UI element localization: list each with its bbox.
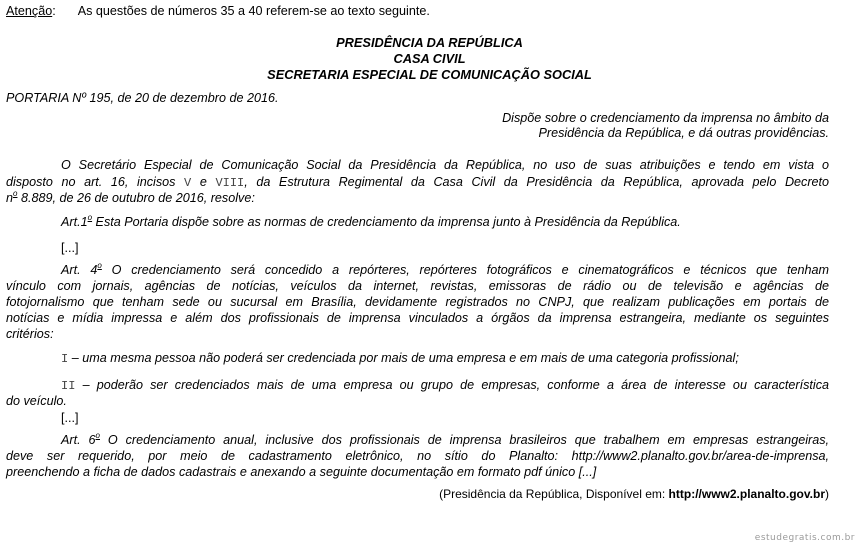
- attention-colon: :: [52, 4, 56, 18]
- article-6-line-3: preenchendo a ficha de dados cadastrais e anexando a seguinte documentação em formato pdf único [...]: [6, 465, 597, 479]
- article-4-line-4: notícias e mídia impressa e além dos profissionais de imprensa vinculados a órgãos da imprensa estrangeira, mediante os seguintes: [6, 311, 829, 325]
- roman-ii: II: [61, 379, 76, 393]
- article-4-text: O credenciamento será concedido a repórteres, repórteres fotográficos e cinematográficos e técnicos que tenham: [101, 263, 829, 277]
- inciso-2-line-1: [61, 378, 829, 394]
- article-4-line-3: fotojornalismo que tenham sede ou sucursal em Brasília, devidamente registrados no CNPJ, que realizam publicações em portais de: [6, 295, 829, 309]
- inciso-1: [61, 351, 739, 367]
- article-1-ordinal: o: [87, 212, 93, 222]
- preamble-n: n: [6, 191, 14, 205]
- article-1-label: Art.1: [61, 215, 88, 229]
- header-casa-civil: CASA CIVIL: [393, 51, 466, 66]
- inciso-2-text: – poderão ser credenciados mais de uma empresa ou grupo de empresas, conforme a área de interesse ou característica: [75, 378, 829, 392]
- article-6-line-1: [61, 430, 829, 448]
- ementa-line-1: Dispõe sobre o credenciamento da imprensa no âmbito da: [502, 111, 829, 125]
- article-4-ordinal: o: [97, 260, 102, 270]
- article-6-label: Art. 6: [61, 433, 96, 447]
- article-4-label: Art. 4: [61, 263, 98, 277]
- article-6-ordinal: o: [95, 430, 100, 440]
- preamble-line-2: [6, 175, 829, 191]
- ellipsis-2: [...]: [61, 411, 79, 425]
- article-1: [61, 212, 681, 230]
- inciso-1-text: – uma mesma pessoa não poderá ser credenciada por mais de uma empresa e em mais de uma categoria profissional;: [68, 351, 739, 365]
- preamble-decree: 8.889, de 26 de outubro de 2016, resolve:: [17, 191, 255, 205]
- source-url: http://www2.planalto.gov.br: [668, 487, 825, 501]
- attention-text: As questões de números 35 a 40 referem-se ao texto seguinte.: [77, 4, 430, 18]
- preamble-text-c: , da Estrutura Regimental da Casa Civil da Presidência da República, aprovada pelo Decreto: [244, 175, 830, 189]
- watermark: estudegratis.com.br: [754, 533, 855, 543]
- roman-v: V: [184, 176, 192, 190]
- preamble-line-1: O Secretário Especial de Comunicação Social da Presidência da República, no uso de suas atribuições e tendo em vista o: [61, 158, 829, 172]
- ellipsis-1: [...]: [61, 241, 79, 255]
- preamble-line-3: [6, 188, 255, 206]
- portaria-title: PORTARIA Nº 195, de 20 de dezembro de 2016.: [6, 91, 279, 105]
- article-4-line-1: [61, 260, 829, 278]
- attention-note: [6, 4, 430, 19]
- source-suffix: ): [825, 487, 829, 501]
- header-secretaria: SECRETARIA ESPECIAL DE COMUNICAÇÃO SOCIAL: [267, 67, 592, 82]
- article-1-text: Esta Portaria dispõe sobre as normas de credenciamento da imprensa junto à Presidência da República.: [92, 215, 681, 229]
- roman-i: I: [61, 352, 69, 366]
- source-prefix: (Presidência da República, Disponível em:: [439, 487, 669, 501]
- source-citation: [439, 487, 829, 502]
- article-4-line-2: vínculo com jornais, agências de notícias, veículos da internet, revistas, emissoras de rádio ou de televisão e agências de: [6, 279, 829, 293]
- attention-label: Atenção: [6, 4, 53, 18]
- preamble-ordinal: o: [13, 188, 18, 198]
- roman-viii: VIII: [215, 176, 245, 190]
- article-4-line-5: critérios:: [6, 327, 54, 341]
- article-6-text: O credenciamento anual, inclusive dos profissionais de imprensa brasileiros que trabalhem em empresas estrangeiras,: [99, 433, 829, 447]
- preamble-text-a: disposto no art. 16, incisos: [6, 175, 176, 189]
- ementa-line-2: Presidência da República, e dá outras providências.: [538, 126, 829, 140]
- article-6-line-2: deve ser requerido, por meio de cadastramento eletrônico, no sítio do Planalto: http://www2.planalto.gov.br/area-de-imprensa,: [6, 449, 829, 463]
- header-presidency: PRESIDÊNCIA DA REPÚBLICA: [336, 35, 523, 50]
- inciso-2-line-2: do veículo.: [6, 394, 67, 408]
- preamble-text-b: e: [199, 175, 207, 189]
